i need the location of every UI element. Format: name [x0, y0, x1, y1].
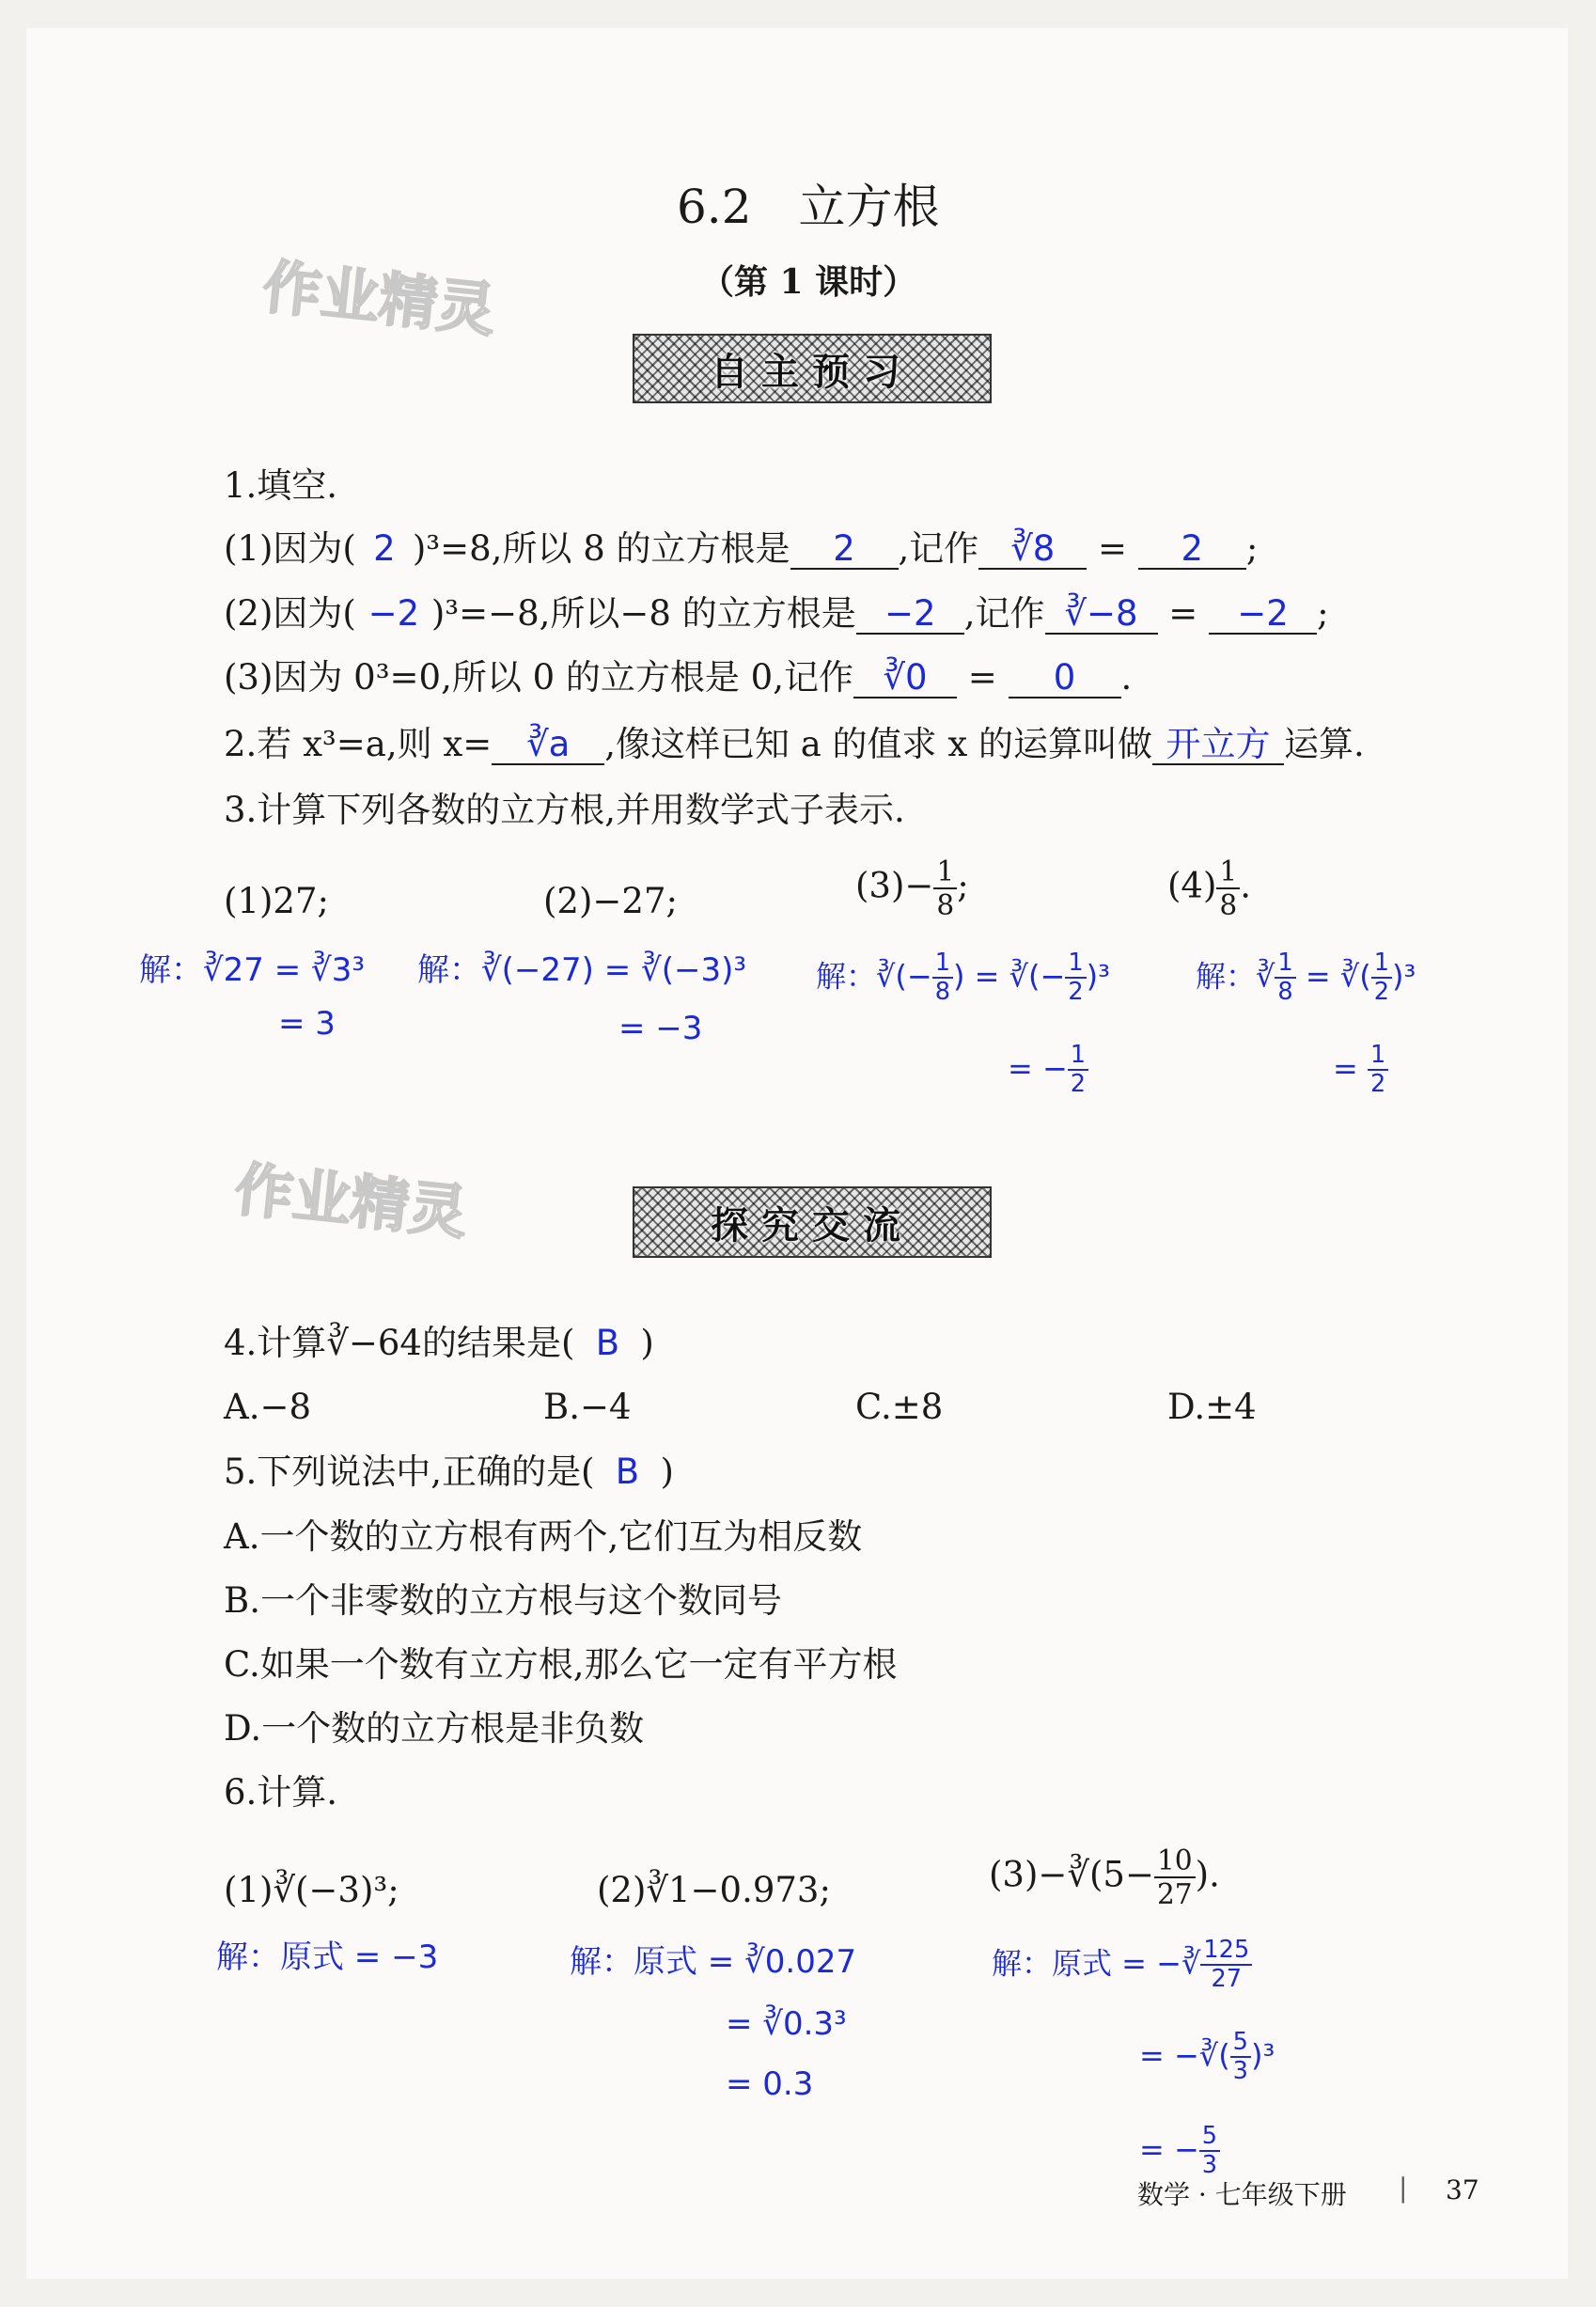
- text: (1)因为(: [224, 528, 356, 569]
- text: =: [1333, 1050, 1358, 1087]
- solution-3-4-line-2: [1333, 1042, 1388, 1099]
- text: 解：原式 = −∛: [992, 1945, 1201, 1982]
- text: ,记作: [898, 528, 979, 569]
- question-6-part-3: [989, 1844, 1220, 1910]
- text: ;: [957, 865, 969, 906]
- denominator: 8: [1277, 978, 1293, 1007]
- text: )³: [1392, 958, 1416, 995]
- option-d[interactable]: D.±4: [1167, 1387, 1257, 1427]
- watermark: 作业精灵: [231, 1154, 471, 1248]
- denominator: 3: [1201, 2151, 1218, 2180]
- numerator: 125: [1200, 1937, 1252, 1966]
- text: (4): [1167, 865, 1217, 906]
- text: = −∛(: [1139, 2037, 1230, 2074]
- solution-6-2-line-3: = 0.3: [726, 2065, 814, 2103]
- answer-blank[interactable]: −2: [1209, 596, 1317, 635]
- section-title: 自主预习: [711, 350, 914, 394]
- numerator: 1: [1371, 949, 1392, 979]
- text: 解：∛(−: [816, 958, 932, 995]
- answer-blank[interactable]: 2: [790, 531, 899, 570]
- question-1-head: 1.填空.: [224, 465, 338, 506]
- option-a[interactable]: A.−8: [224, 1387, 312, 1427]
- denominator: 2: [1369, 1070, 1386, 1099]
- text: 2.若 x³=a,则 x=: [224, 724, 493, 764]
- numerator: 1: [932, 949, 953, 979]
- solution-6-1: 解：原式 = −3: [216, 1938, 439, 1976]
- denominator: 8: [934, 978, 950, 1007]
- text: ;: [1245, 528, 1259, 569]
- numerator: 1: [933, 855, 957, 889]
- answer-blank[interactable]: ∛0: [853, 660, 957, 698]
- numerator: 1: [1275, 949, 1295, 979]
- text: =: [1098, 528, 1128, 569]
- denominator: 2: [1070, 1070, 1087, 1099]
- text: )³: [1086, 958, 1110, 995]
- question-6-part-1: (1)∛(−3)³;: [224, 1870, 399, 1910]
- question-1-line-1: [224, 528, 1259, 570]
- option-d[interactable]: D.一个数的立方根是非负数: [224, 1708, 645, 1749]
- text: .: [1240, 865, 1252, 906]
- question-6-part-2: (2)∛1−0.973;: [597, 1870, 831, 1910]
- question-1-line-2: [224, 593, 1329, 635]
- answer-blank[interactable]: 开立方: [1152, 727, 1284, 765]
- text: (3)−∛(5−: [989, 1854, 1154, 1895]
- denominator: 8: [1219, 889, 1238, 922]
- option-a[interactable]: A.一个数的立方根有两个,它们互为相反数: [224, 1516, 863, 1557]
- option-c[interactable]: C.±8: [855, 1387, 944, 1427]
- lesson-subtitle: （第 1 课时）: [700, 262, 917, 302]
- text: 解：∛: [1196, 958, 1275, 995]
- section-title: 探究交流: [711, 1203, 914, 1248]
- text: )³=−8,所以−8 的立方根是: [430, 593, 856, 634]
- text: 4.计算∛−64的结果是(: [224, 1323, 575, 1363]
- question-4: [224, 1323, 654, 1363]
- answer-blank[interactable]: −2: [856, 596, 964, 635]
- numerator: 5: [1199, 2123, 1220, 2152]
- numerator: 1: [1368, 1042, 1388, 1071]
- option-c[interactable]: C.如果一个数有立方根,那么它一定有平方根: [224, 1644, 898, 1685]
- question-5: [224, 1452, 674, 1492]
- footer-separator: |: [1399, 2173, 1408, 2204]
- option-b[interactable]: B.−4: [543, 1387, 632, 1427]
- text: 5.下列说法中,正确的是(: [224, 1452, 595, 1492]
- solution-3-2-line-2: = −3: [618, 1010, 703, 1047]
- text: = −: [1008, 1050, 1068, 1087]
- numerator: 1: [1065, 949, 1086, 979]
- numerator: 1: [1216, 855, 1240, 889]
- question-3-part-1: (1)27;: [224, 881, 329, 921]
- answer-blank[interactable]: 2: [1138, 531, 1246, 570]
- question-3-part-2: (2)−27;: [543, 881, 678, 921]
- text: ;: [1317, 593, 1329, 634]
- solution-3-4-line-1: [1196, 949, 1416, 1007]
- answer-blank[interactable]: 0: [1009, 660, 1121, 698]
- text: (2)因为(: [224, 593, 356, 634]
- solution-6-3-line-3: [1139, 2123, 1220, 2180]
- denominator: 27: [1211, 1965, 1243, 1994]
- watermark: 作业精灵: [259, 252, 499, 345]
- text: )³: [1250, 2037, 1275, 2074]
- text: (3)因为 0³=0,所以 0 的立方根是 0,记作: [224, 657, 853, 698]
- question-6-head: 6.计算.: [224, 1772, 338, 1813]
- text: = −: [1139, 2131, 1199, 2168]
- answer: B: [595, 1323, 620, 1363]
- denominator: 2: [1068, 978, 1084, 1007]
- answer-blank[interactable]: ∛−8: [1045, 596, 1158, 635]
- solution-3-1-line-1: 解：∛27 = ∛3³: [139, 951, 365, 989]
- solution-3-2-line-1: 解：∛(−27) = ∛(−3)³: [417, 951, 746, 989]
- solution-6-2-line-2: = ∛0.3³: [726, 2005, 847, 2043]
- text: )³=8,所以 8 的立方根是: [412, 528, 790, 569]
- text: = ∛(: [1295, 958, 1371, 995]
- text: =: [967, 657, 997, 698]
- option-b[interactable]: B.一个非零数的立方根与这个数同号: [224, 1580, 782, 1621]
- solution-3-3-line-2: [1008, 1042, 1088, 1099]
- answer-blank[interactable]: ∛a: [492, 727, 604, 765]
- question-1-line-3: [224, 657, 1133, 698]
- question-3-part-4: [1167, 855, 1251, 921]
- text: 运算.: [1283, 724, 1365, 764]
- text: =: [1168, 593, 1198, 634]
- answer-blank[interactable]: ∛8: [978, 531, 1087, 570]
- text: ,记作: [963, 593, 1045, 634]
- solution-6-2-line-1: 解：原式 = ∛0.027: [570, 1943, 857, 1981]
- text: (3)−: [855, 865, 934, 906]
- text: ): [660, 1452, 674, 1492]
- question-3-head: 3.计算下列各数的立方根,并用数学式子表示.: [224, 790, 905, 830]
- question-3-part-3: [855, 855, 969, 921]
- numerator: 5: [1230, 2029, 1251, 2058]
- text: .: [1120, 657, 1133, 698]
- solution-3-1-line-2: = 3: [278, 1005, 336, 1043]
- text: ): [640, 1323, 654, 1363]
- question-2: [224, 724, 1365, 765]
- denominator: 3: [1232, 2057, 1248, 2086]
- answer: B: [615, 1452, 640, 1492]
- answer: 2: [373, 528, 396, 569]
- denominator: 27: [1156, 1878, 1193, 1911]
- solution-3-3-line-1: [816, 949, 1110, 1007]
- page-title: 6.2 立方根: [677, 180, 940, 234]
- text: ,像这样已知 a 的值求 x 的运算叫做: [604, 724, 1152, 764]
- section-header-explore: [633, 1186, 992, 1258]
- solution-6-3-line-2: [1139, 2029, 1275, 2086]
- numerator: 1: [1068, 1042, 1088, 1071]
- footer-subject: 数学 · 七年级下册: [1137, 2179, 1347, 2210]
- text: ) = ∛(−: [953, 958, 1066, 995]
- answer: −2: [368, 593, 420, 634]
- text: ).: [1195, 1854, 1220, 1895]
- solution-6-3-line-1: [992, 1937, 1252, 1994]
- denominator: 8: [936, 889, 955, 922]
- page-number: 37: [1446, 2174, 1479, 2205]
- numerator: 10: [1154, 1844, 1196, 1878]
- denominator: 2: [1373, 978, 1390, 1007]
- section-header-preview: [633, 334, 992, 403]
